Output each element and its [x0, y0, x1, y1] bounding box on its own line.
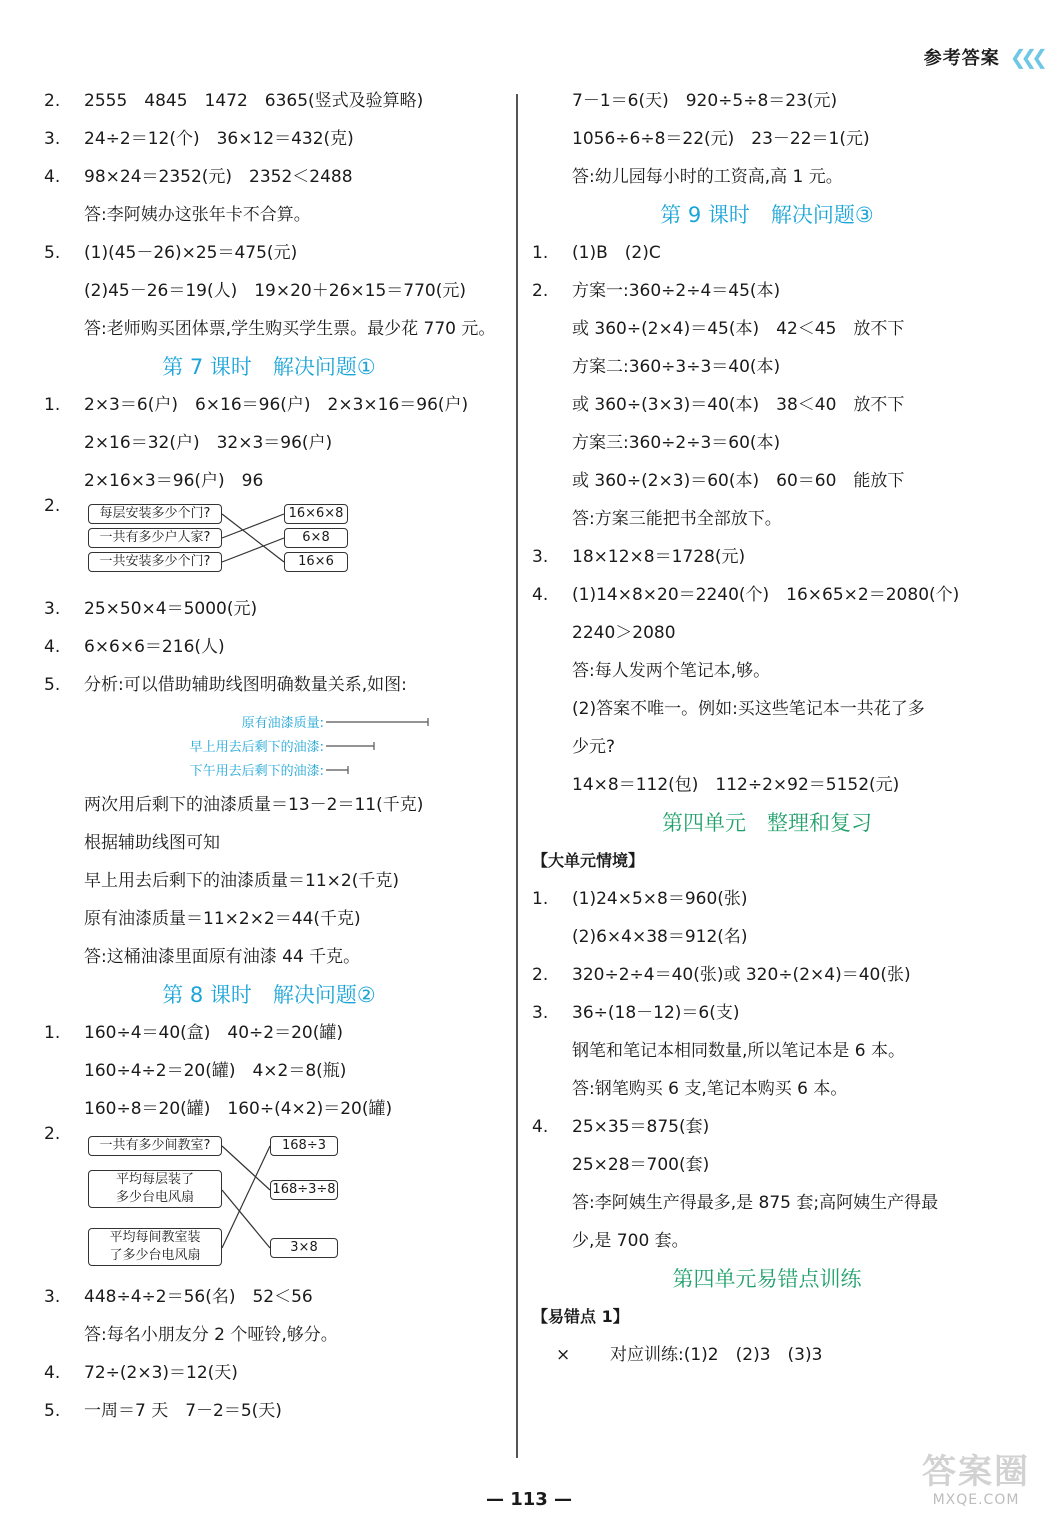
- answer-line: 答:钢笔购买 6 支,笔记本购买 6 本。: [572, 1079, 848, 1099]
- answer-line: 4. 72÷(2×3)＝12(天): [44, 1363, 238, 1383]
- match-box-left: 平均每层装了 多少台电风扇: [88, 1170, 222, 1208]
- answer-line: (2)45－26＝19(人) 19×20＋26×15＝770(元): [84, 281, 466, 301]
- answer-line: 答:李阿姨办这张年卡不合算。: [84, 205, 311, 225]
- answer-line: 方案二:360÷3÷3＝40(本): [572, 357, 781, 377]
- answer-line: 3. 448÷4÷2＝56(名) 52＜56: [44, 1287, 313, 1307]
- answer-line: 14×8＝112(包) 112÷2×92＝5152(元): [572, 775, 900, 795]
- diagram-label: 下午用去后剩下的油漆:: [189, 764, 324, 779]
- watermark-text: 答案圈: [922, 1452, 1030, 1492]
- answer-line: 4. 6×6×6＝216(人): [44, 637, 225, 657]
- answer-line: 5. 分析:可以借助辅助线图明确数量关系,如图:: [44, 675, 407, 695]
- question-number: 2.: [44, 496, 61, 516]
- answer-line: 25×28＝700(套): [572, 1155, 710, 1175]
- answer-line: 或 360÷(2×3)＝60(本) 60＝60 能放下: [572, 471, 905, 491]
- answer-line: 答:方案三能把书全部放下。: [572, 509, 782, 529]
- section-tag: 【易错点 1】: [532, 1307, 629, 1326]
- page-header: [924, 44, 1042, 70]
- answer-line: 4. 25×35＝875(套): [532, 1117, 710, 1137]
- answer-line: 方案三:360÷2÷3＝60(本): [572, 433, 781, 453]
- answer-line: 4. (1)14×8×20＝2240(个) 16×65×2＝2080(个): [532, 585, 960, 605]
- section-heading-unit4-review: 第四单元 整理和复习: [662, 811, 872, 835]
- answer-line: 钢笔和笔记本相同数量,所以笔记本是 6 本。: [572, 1041, 906, 1061]
- answer-line: 2240＞2080: [572, 623, 676, 643]
- answer-line: 答:这桶油漆里面原有油漆 44 千克。: [84, 947, 361, 967]
- answer-line: 3. 24÷2＝12(个) 36×12＝432(克): [44, 129, 354, 149]
- page-number: — 113 —: [485, 1489, 573, 1510]
- left-column: [44, 82, 494, 1430]
- line-diagram: [44, 704, 494, 786]
- chevron-left-icon: ❮❮❮: [1009, 45, 1042, 69]
- answer-text: 对应训练:(1)2 (2)3 (3)3: [610, 1345, 823, 1365]
- match-box-right: 168÷3÷8: [270, 1180, 338, 1200]
- left-top-block: [44, 82, 494, 348]
- diagram-label: 原有油漆质量:: [241, 716, 324, 731]
- matching-figure-2: [44, 1124, 494, 1278]
- answer-line: 3. 36÷(18－12)＝6(支): [532, 1003, 740, 1023]
- answer-line: 1. (1)24×5×8＝960(张): [532, 889, 748, 909]
- header-title: 参考答案: [923, 48, 1000, 69]
- answer-line: 答:老师购买团体票,学生购买学生票。最少花 770 元。: [84, 319, 496, 339]
- diagram-label: 早上用去后剩下的油漆:: [189, 740, 324, 755]
- answer-line: 少元?: [572, 737, 616, 757]
- match-box-left: 一共有多少间教室?: [88, 1136, 222, 1156]
- watermark-url: MXQE.COM: [932, 1492, 1020, 1508]
- cross-mark: ×: [556, 1345, 571, 1365]
- answer-line: 答:李阿姨生产得最多,是 875 套;高阿姨生产得最: [572, 1193, 939, 1213]
- answer-line: 160÷8＝20(罐) 160÷(4×2)＝20(罐): [84, 1099, 393, 1119]
- matching-figure-1: [44, 496, 494, 590]
- answer-line: 1. (1)B (2)C: [532, 243, 661, 263]
- answer-line: 7－1＝6(天) 920÷5÷8＝23(元): [572, 91, 838, 111]
- answer-line: [532, 1336, 1002, 1374]
- answer-line: 3. 18×12×8＝1728(元): [532, 547, 746, 567]
- answer-line: 160÷4÷2＝20(罐) 4×2＝8(瓶): [84, 1061, 347, 1081]
- answer-line: 两次用后剩下的油漆质量＝13－2＝11(千克): [84, 795, 424, 815]
- match-box-right: 16×6: [284, 552, 348, 572]
- question-number: 2.: [44, 1124, 61, 1144]
- answer-line: 2. 320÷2÷4＝40(张)或 320÷(2×4)＝40(张): [532, 965, 911, 985]
- answer-line: (2)答案不唯一。例如:买这些笔记本一共花了多: [572, 699, 925, 719]
- answer-line: 5. 一周＝7 天 7－2＝5(天): [44, 1401, 282, 1421]
- match-box-right: 6×8: [284, 528, 348, 548]
- watermark-logo: [906, 1452, 1046, 1522]
- match-box-right: 168÷3: [270, 1136, 338, 1156]
- answer-line: 答:每人发两个笔记本,够。: [572, 661, 771, 681]
- answer-line: 2. 方案一:360÷2÷4＝45(本): [532, 281, 781, 301]
- match-box-right: 16×6×8: [284, 504, 348, 524]
- answer-line: 1. 2×3＝6(户) 6×16＝96(户) 2×3×16＝96(户): [44, 395, 469, 415]
- answer-line: 或 360÷(3×3)＝40(本) 38＜40 放不下: [572, 395, 905, 415]
- match-box-left: 每层安装多少个门?: [88, 504, 222, 524]
- answer-line: 答:每名小朋友分 2 个哑铃,够分。: [84, 1325, 338, 1345]
- answer-line: 1. 160÷4＝40(盒) 40÷2＝20(罐): [44, 1023, 343, 1043]
- right-column: [532, 82, 1002, 1374]
- answer-line: 3. 25×50×4＝5000(元): [44, 599, 258, 619]
- answer-line: 2×16×3＝96(户) 96: [84, 471, 264, 491]
- answer-line: (2)6×4×38＝912(名): [572, 927, 748, 947]
- answer-line: 1056÷6÷8＝22(元) 23－22＝1(元): [572, 129, 870, 149]
- answer-line: 5. (1)(45－26)×25＝475(元): [44, 243, 298, 263]
- answer-line: 少,是 700 套。: [572, 1231, 689, 1251]
- answer-line: 答:幼儿园每小时的工资高,高 1 元。: [572, 167, 843, 187]
- answer-line: 原有油漆质量＝11×2×2＝44(千克): [84, 909, 361, 929]
- match-box-right: 3×8: [270, 1238, 338, 1258]
- section-heading-unit4-errors: 第四单元易错点训练: [672, 1267, 862, 1291]
- section-heading-lesson8: 第 8 课时 解决问题②: [162, 983, 376, 1007]
- answer-line: 2×16＝32(户) 32×3＝96(户): [84, 433, 333, 453]
- answer-line: 4. 98×24＝2352(元) 2352＜2488: [44, 167, 353, 187]
- match-box-left: 一共安装多少个门?: [88, 552, 222, 572]
- answer-line: 根据辅助线图可知: [84, 833, 220, 853]
- answer-line: 早上用去后剩下的油漆质量＝11×2(千克): [84, 871, 399, 891]
- diagram-bars: [44, 704, 464, 786]
- section-heading-lesson9: 第 9 课时 解决问题③: [660, 203, 874, 227]
- section-tag: 【大单元情境】: [532, 851, 645, 870]
- column-divider: [516, 94, 518, 1458]
- match-box-left: 一共有多少户人家?: [88, 528, 222, 548]
- section-heading-lesson7: 第 7 课时 解决问题①: [162, 355, 376, 379]
- answer-line: 2. 2555 4845 1472 6365(竖式及验算略): [44, 91, 424, 111]
- match-box-left: 平均每间教室装 了多少台电风扇: [88, 1228, 222, 1266]
- answer-line: 或 360÷(2×4)＝45(本) 42＜45 放不下: [572, 319, 905, 339]
